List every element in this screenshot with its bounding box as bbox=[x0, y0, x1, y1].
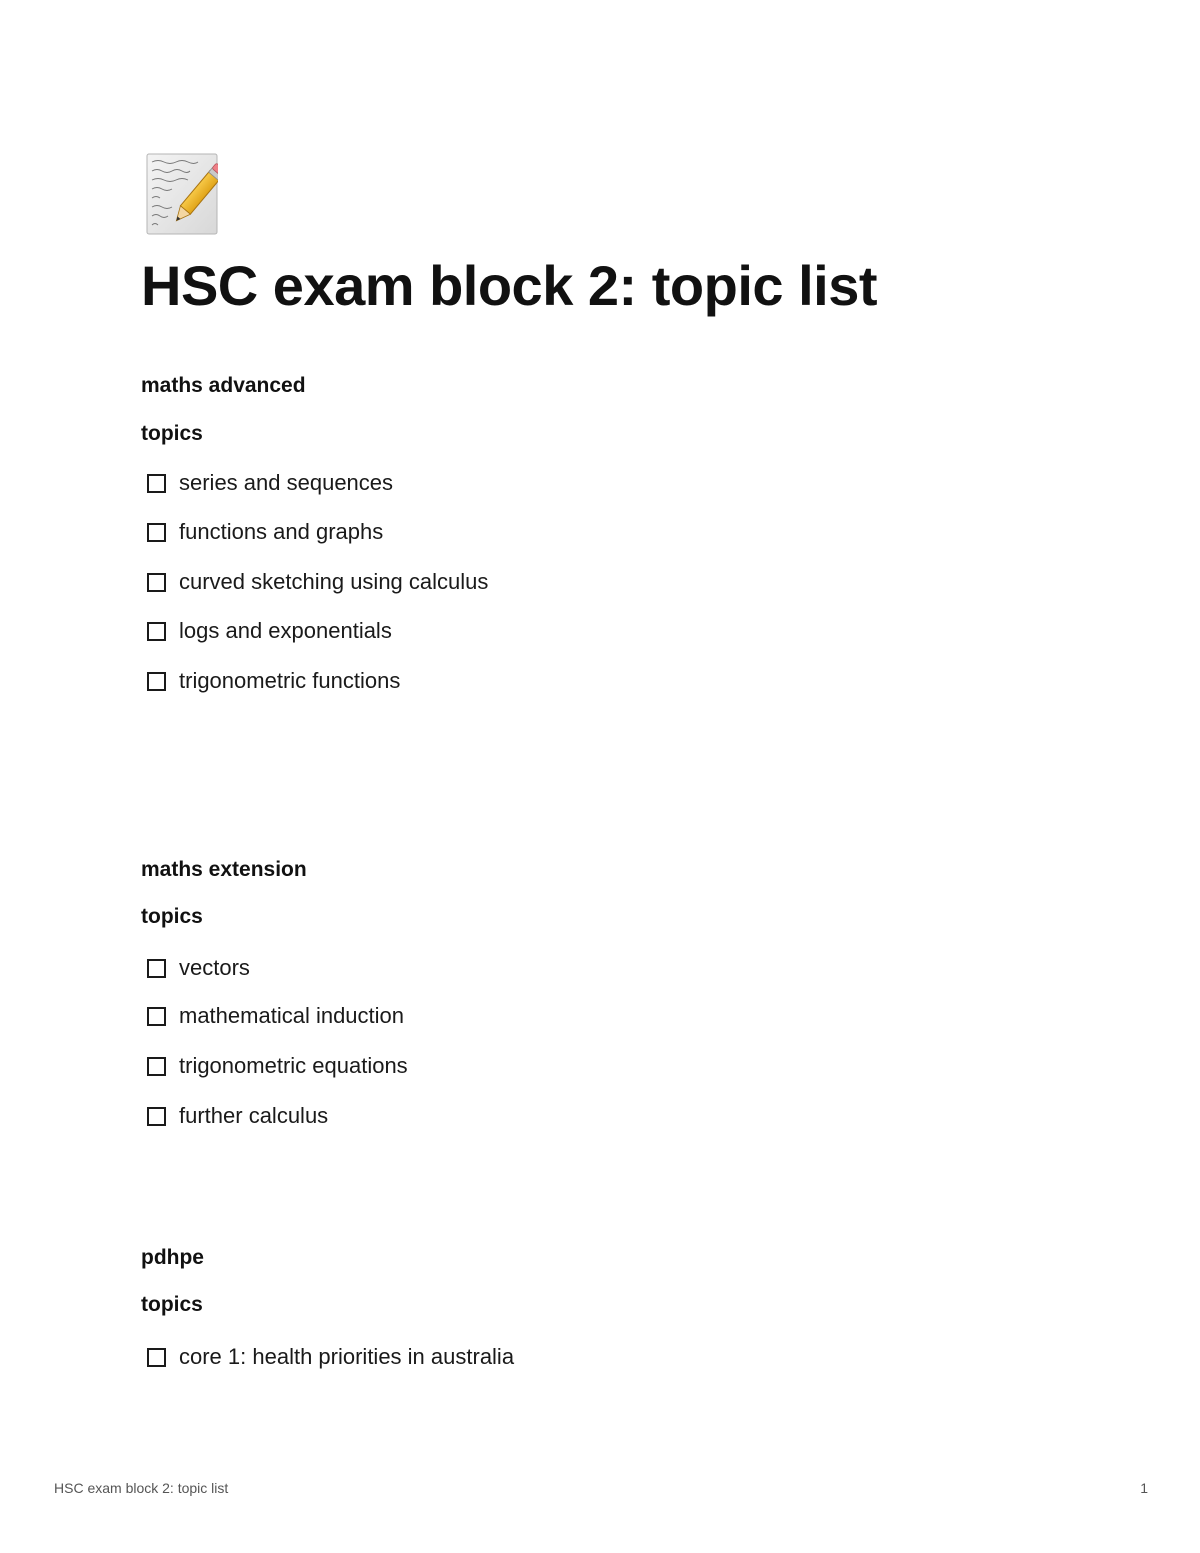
todo-label: trigonometric functions bbox=[179, 668, 401, 693]
todo-label: vectors bbox=[179, 955, 250, 980]
todo-label: functions and graphs bbox=[179, 519, 384, 544]
todo-checkbox[interactable] bbox=[147, 523, 166, 542]
todo-item[interactable] bbox=[147, 616, 392, 646]
todo-checkbox[interactable] bbox=[147, 573, 166, 592]
todo-item[interactable] bbox=[147, 666, 400, 696]
todo-item[interactable] bbox=[147, 953, 250, 983]
subject-heading: maths extension bbox=[141, 858, 307, 881]
todo-label: logs and exponentials bbox=[179, 618, 392, 643]
todo-checkbox[interactable] bbox=[147, 474, 166, 493]
todo-checkbox[interactable] bbox=[147, 1348, 166, 1367]
todo-label: series and sequences bbox=[179, 470, 394, 495]
todo-checkbox[interactable] bbox=[147, 959, 166, 978]
todo-item[interactable] bbox=[147, 468, 393, 498]
todo-item[interactable] bbox=[147, 1051, 408, 1081]
subject-heading: pdhpe bbox=[141, 1246, 204, 1269]
topics-heading: topics bbox=[141, 422, 203, 445]
footer-title: HSC exam block 2: topic list bbox=[54, 1480, 229, 1496]
topics-heading: topics bbox=[141, 1293, 203, 1316]
todo-checkbox[interactable] bbox=[147, 1107, 166, 1126]
todo-item[interactable] bbox=[147, 1101, 328, 1131]
todo-checkbox[interactable] bbox=[147, 1057, 166, 1076]
todo-label: mathematical induction bbox=[179, 1003, 405, 1028]
todo-item[interactable] bbox=[147, 1001, 404, 1031]
todo-checkbox[interactable] bbox=[147, 622, 166, 641]
memo-pencil-icon bbox=[146, 153, 218, 235]
todo-checkbox[interactable] bbox=[147, 672, 166, 691]
todo-label: curved sketching using calculus bbox=[179, 569, 489, 594]
todo-checkbox[interactable] bbox=[147, 1007, 166, 1026]
todo-label: further calculus bbox=[179, 1103, 329, 1128]
footer-page-number: 1 bbox=[1140, 1480, 1148, 1496]
topics-heading: topics bbox=[141, 905, 203, 928]
todo-item[interactable] bbox=[147, 517, 383, 547]
page-title: HSC exam block 2: topic list bbox=[141, 254, 877, 317]
todo-item[interactable] bbox=[147, 567, 488, 597]
todo-label: core 1: health priorities in australia bbox=[179, 1344, 515, 1369]
todo-item[interactable] bbox=[147, 1342, 514, 1372]
subject-heading: maths advanced bbox=[141, 374, 306, 397]
todo-label: trigonometric equations bbox=[179, 1053, 408, 1078]
